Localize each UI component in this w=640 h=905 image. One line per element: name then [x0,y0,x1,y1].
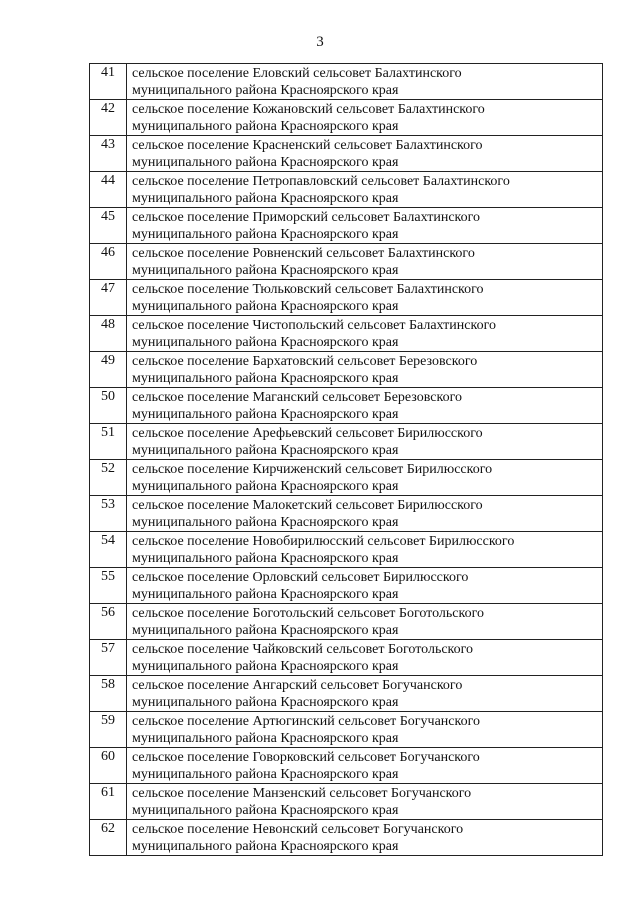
settlement-name-line2: муниципального района Красноярского края [132,299,399,314]
table-row [90,784,603,820]
table-row [90,136,603,172]
settlement-name-line1: сельское поселение Невонский сельсовет Богучанского [132,822,464,837]
settlement-name-cell [127,100,603,136]
settlement-name-cell [127,748,603,784]
row-number: 46 [90,244,127,280]
settlement-name-line2: муниципального района Красноярского края [132,515,399,530]
row-number: 43 [90,136,127,172]
settlement-name-line2: муниципального района Красноярского края [132,623,399,638]
settlement-name-line2: муниципального района Красноярского края [132,803,399,818]
settlement-name-cell [127,604,603,640]
settlement-name-line1: сельское поселение Говорковский сельсовет Богучанского [132,750,480,765]
settlement-name-cell [127,568,603,604]
settlements-table [89,63,603,856]
row-number: 58 [90,676,127,712]
settlement-name-line1: сельское поселение Артюгинский сельсовет Богучанского [132,714,480,729]
settlement-name-line1: сельское поселение Приморский сельсовет Балахтинского [132,210,481,225]
table-row [90,460,603,496]
settlement-name-line1: сельское поселение Ровненский сельсовет Балахтинского [132,246,475,261]
row-number: 41 [90,64,127,100]
settlement-name-line2: муниципального района Красноярского края [132,695,399,710]
table-row [90,244,603,280]
table-row [90,712,603,748]
settlements-table-body [90,64,603,856]
settlement-name-line2: муниципального района Красноярского края [132,839,399,854]
settlement-name-line1: сельское поселение Малокетский сельсовет Бирилюсского [132,498,483,513]
table-row [90,568,603,604]
settlement-name-line1: сельское поселение Кожановский сельсовет Балахтинского [132,102,485,117]
settlement-name-cell [127,280,603,316]
settlement-name-cell [127,676,603,712]
settlement-name-line1: сельское поселение Бархатовский сельсовет Березовского [132,354,478,369]
row-number: 42 [90,100,127,136]
page-number: 3 [316,34,324,50]
row-number: 62 [90,820,127,856]
settlement-name-line1: сельское поселение Маганский сельсовет Березовского [132,390,462,405]
settlement-name-cell [127,640,603,676]
table-row [90,424,603,460]
settlement-name-cell [127,352,603,388]
row-number: 50 [90,388,127,424]
row-number: 47 [90,280,127,316]
row-number: 57 [90,640,127,676]
settlement-name-line2: муниципального района Красноярского края [132,191,399,206]
settlement-name-line2: муниципального района Красноярского края [132,119,399,134]
settlement-name-line1: сельское поселение Орловский сельсовет Бирилюсского [132,570,469,585]
table-row [90,100,603,136]
settlement-name-cell [127,208,603,244]
row-number: 60 [90,748,127,784]
table-row [90,280,603,316]
row-number: 56 [90,604,127,640]
table-row [90,172,603,208]
row-number: 55 [90,568,127,604]
settlement-name-cell [127,172,603,208]
settlement-name-line2: муниципального района Красноярского края [132,263,399,278]
settlement-name-line2: муниципального района Красноярского края [132,443,399,458]
settlement-name-line1: сельское поселение Чайковский сельсовет Боготольского [132,642,474,657]
settlement-name-line1: сельское поселение Красненский сельсовет Балахтинского [132,138,483,153]
settlement-name-line1: сельское поселение Кирчиженский сельсовет Бирилюсского [132,462,493,477]
row-number: 51 [90,424,127,460]
settlement-name-line1: сельское поселение Еловский сельсовет Балахтинского [132,66,462,81]
settlement-name-line2: муниципального района Красноярского края [132,479,399,494]
settlement-name-line1: сельское поселение Ангарский сельсовет Богучанского [132,678,463,693]
settlement-name-cell [127,820,603,856]
settlement-name-cell [127,316,603,352]
row-number: 44 [90,172,127,208]
table-row [90,820,603,856]
row-number: 48 [90,316,127,352]
table-row [90,316,603,352]
row-number: 53 [90,496,127,532]
row-number: 59 [90,712,127,748]
settlement-name-line1: сельское поселение Манзенский сельсовет Богучанского [132,786,472,801]
table-row [90,352,603,388]
settlement-name-line2: муниципального района Красноярского края [132,227,399,242]
settlement-name-cell [127,244,603,280]
row-number: 49 [90,352,127,388]
settlement-name-line2: муниципального района Красноярского края [132,731,399,746]
settlement-name-line1: сельское поселение Боготольский сельсовет Боготольского [132,606,484,621]
settlement-name-cell [127,460,603,496]
settlement-name-line2: муниципального района Красноярского края [132,83,399,98]
settlement-name-line2: муниципального района Красноярского края [132,551,399,566]
row-number: 52 [90,460,127,496]
settlement-name-cell [127,424,603,460]
settlement-name-cell [127,388,603,424]
table-row [90,496,603,532]
settlement-name-cell [127,64,603,100]
settlement-name-line2: муниципального района Красноярского края [132,335,399,350]
settlement-name-line2: муниципального района Красноярского края [132,587,399,602]
settlement-name-line2: муниципального района Красноярского края [132,659,399,674]
settlement-name-line1: сельское поселение Тюльковский сельсовет Балахтинского [132,282,484,297]
table-row [90,676,603,712]
settlement-name-cell [127,496,603,532]
table-row [90,208,603,244]
settlement-name-line2: муниципального района Красноярского края [132,767,399,782]
settlement-name-line1: сельское поселение Петропавловский сельсовет Балахтинского [132,174,510,189]
settlement-name-cell [127,712,603,748]
table-row [90,748,603,784]
settlement-name-line2: муниципального района Красноярского края [132,155,399,170]
table-row [90,640,603,676]
table-row [90,388,603,424]
row-number: 61 [90,784,127,820]
settlement-name-cell [127,784,603,820]
settlement-name-cell [127,136,603,172]
table-row [90,64,603,100]
row-number: 54 [90,532,127,568]
settlement-name-line2: муниципального района Красноярского края [132,407,399,422]
settlement-name-line1: сельское поселение Чистопольский сельсовет Балахтинского [132,318,496,333]
settlement-name-line1: сельское поселение Арефьевский сельсовет Бирилюсского [132,426,483,441]
table-row [90,532,603,568]
table-row [90,604,603,640]
settlement-name-line2: муниципального района Красноярского края [132,371,399,386]
settlement-name-cell [127,532,603,568]
row-number: 45 [90,208,127,244]
settlement-name-line1: сельское поселение Новобирилюсский сельсовет Бирилюсского [132,534,515,549]
